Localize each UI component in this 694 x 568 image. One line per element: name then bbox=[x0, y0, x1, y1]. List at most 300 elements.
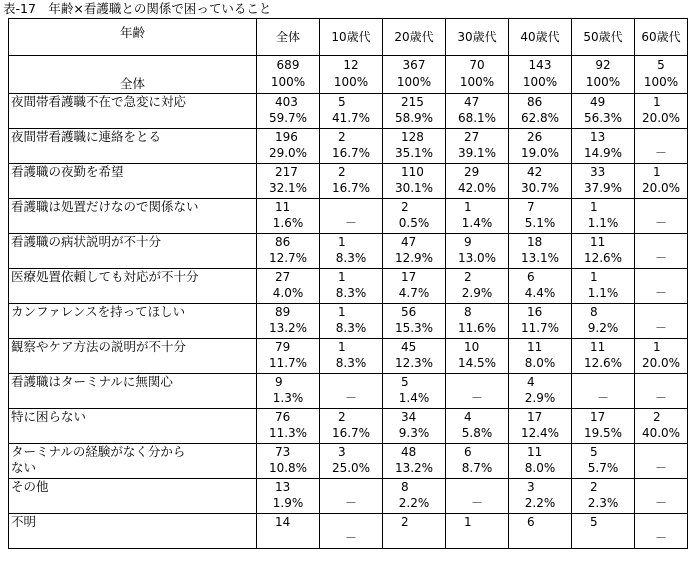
dash-value: － bbox=[596, 391, 609, 405]
percent-value: 14.5% bbox=[457, 356, 497, 370]
row-label: 夜間帯看護職に連絡をとる bbox=[9, 129, 257, 164]
percent-value: 11.7% bbox=[268, 356, 308, 370]
count-value: 128 bbox=[401, 130, 424, 144]
value-cell bbox=[635, 444, 688, 479]
count-value: 2 bbox=[338, 165, 346, 179]
count-value: 8 bbox=[590, 305, 598, 319]
count-value bbox=[635, 514, 687, 530]
dash-value: － bbox=[470, 496, 483, 510]
total-cell bbox=[635, 56, 688, 94]
count-value bbox=[635, 129, 687, 145]
count-value: 17 bbox=[401, 270, 417, 284]
value-cell bbox=[446, 129, 509, 164]
total-percent: 100% bbox=[396, 75, 432, 89]
dash-value: － bbox=[344, 496, 357, 510]
count-value bbox=[635, 479, 687, 495]
count-value: 45 bbox=[401, 340, 417, 354]
count-value: 42 bbox=[527, 165, 543, 179]
percent-value: 39.1% bbox=[457, 146, 497, 160]
value-cell bbox=[320, 444, 383, 479]
value-cell bbox=[257, 199, 320, 234]
value-cell bbox=[257, 374, 320, 409]
count-value: 5 bbox=[401, 375, 409, 389]
row-label-line: ない bbox=[11, 460, 37, 475]
total-cell bbox=[572, 56, 635, 94]
percent-value: 20.0% bbox=[641, 111, 681, 125]
count-value: 10 bbox=[464, 340, 480, 354]
col-header-20s: 20歳代 bbox=[383, 19, 446, 56]
count-value bbox=[320, 479, 382, 495]
percent-value: 30.7% bbox=[520, 181, 560, 195]
count-value: 196 bbox=[275, 130, 298, 144]
value-cell bbox=[635, 514, 688, 549]
value-cell bbox=[572, 374, 635, 409]
total-count: 367 bbox=[402, 58, 426, 72]
count-value: 2 bbox=[653, 410, 661, 424]
count-value: 6 bbox=[527, 515, 535, 529]
value-cell bbox=[257, 234, 320, 269]
percent-value: 8.7% bbox=[461, 461, 493, 475]
count-value: 2 bbox=[401, 200, 409, 214]
dash-value: － bbox=[344, 216, 357, 230]
value-cell bbox=[509, 479, 572, 514]
count-value: 26 bbox=[527, 130, 543, 144]
total-percent: 100% bbox=[522, 75, 558, 89]
count-value: 79 bbox=[275, 340, 291, 354]
value-cell bbox=[320, 409, 383, 444]
percent-value: 1.1% bbox=[587, 216, 619, 230]
percent-value: 29.0% bbox=[268, 146, 308, 160]
col-header-total: 全体 bbox=[257, 19, 320, 56]
count-value: 1 bbox=[590, 270, 598, 284]
percent-value: 40.0% bbox=[641, 426, 681, 440]
value-cell bbox=[509, 444, 572, 479]
value-cell bbox=[572, 304, 635, 339]
col-header-30s: 30歳代 bbox=[446, 19, 509, 56]
count-value: 2 bbox=[401, 515, 409, 529]
value-cell bbox=[383, 514, 446, 549]
percent-value bbox=[509, 530, 571, 546]
count-value: 4 bbox=[527, 375, 535, 389]
value-cell bbox=[257, 409, 320, 444]
percent-value: 10.8% bbox=[268, 461, 308, 475]
percent-value: 4.4% bbox=[524, 286, 556, 300]
count-value: 11 bbox=[590, 340, 606, 354]
table-row bbox=[9, 514, 688, 549]
percent-value: 2.2% bbox=[524, 496, 556, 510]
dash-value: － bbox=[344, 531, 357, 545]
value-cell bbox=[383, 444, 446, 479]
value-cell bbox=[446, 164, 509, 199]
percent-value: 37.9% bbox=[583, 181, 623, 195]
percent-value: 8.3% bbox=[335, 286, 367, 300]
value-cell bbox=[383, 164, 446, 199]
value-cell bbox=[257, 444, 320, 479]
row-label-line: ターミナルの経験がなく分から bbox=[11, 444, 186, 459]
value-cell bbox=[446, 199, 509, 234]
percent-value: 9.3% bbox=[398, 426, 430, 440]
row-label: 医療処置依頼しても対応が不十分 bbox=[9, 269, 257, 304]
dash-value: － bbox=[654, 321, 667, 335]
percent-value: 42.0% bbox=[457, 181, 497, 195]
count-value: 1 bbox=[464, 200, 472, 214]
table-row bbox=[9, 164, 688, 199]
count-value bbox=[446, 479, 508, 495]
total-count: 5 bbox=[657, 58, 665, 72]
count-value: 1 bbox=[653, 165, 661, 179]
percent-value: 19.0% bbox=[520, 146, 560, 160]
dash-value: － bbox=[344, 391, 357, 405]
cross-tab-table bbox=[8, 18, 688, 549]
percent-value: 12.6% bbox=[583, 356, 623, 370]
value-cell bbox=[509, 164, 572, 199]
count-value: 1 bbox=[338, 235, 346, 249]
value-cell bbox=[509, 129, 572, 164]
percent-value: 8.0% bbox=[524, 356, 556, 370]
dash-value: － bbox=[654, 391, 667, 405]
count-value: 86 bbox=[527, 95, 543, 109]
value-cell bbox=[446, 304, 509, 339]
count-value: 29 bbox=[464, 165, 480, 179]
total-cell bbox=[509, 56, 572, 94]
value-cell bbox=[572, 444, 635, 479]
percent-value: 16.7% bbox=[331, 426, 371, 440]
count-value bbox=[635, 304, 687, 320]
percent-value bbox=[383, 530, 445, 546]
dash-value: － bbox=[654, 531, 667, 545]
count-value bbox=[320, 514, 382, 530]
percent-value: 9.2% bbox=[587, 321, 619, 335]
count-value bbox=[635, 234, 687, 250]
value-cell bbox=[320, 164, 383, 199]
value-cell bbox=[509, 514, 572, 549]
value-cell bbox=[383, 199, 446, 234]
value-cell bbox=[320, 374, 383, 409]
percent-value: 16.7% bbox=[331, 181, 371, 195]
value-cell bbox=[635, 164, 688, 199]
dash-value: － bbox=[654, 286, 667, 300]
count-value: 5 bbox=[590, 445, 598, 459]
value-cell bbox=[635, 199, 688, 234]
percent-value: 8.3% bbox=[335, 251, 367, 265]
value-cell bbox=[383, 304, 446, 339]
value-cell bbox=[446, 269, 509, 304]
count-value: 56 bbox=[401, 305, 417, 319]
table-row bbox=[9, 444, 688, 479]
percent-value: 1.3% bbox=[272, 391, 304, 405]
value-cell bbox=[572, 339, 635, 374]
total-percent: 100% bbox=[270, 75, 306, 89]
percent-value: 12.7% bbox=[268, 251, 308, 265]
value-cell bbox=[383, 374, 446, 409]
total-count: 70 bbox=[469, 58, 485, 72]
percent-value: 2.3% bbox=[587, 496, 619, 510]
percent-value: 12.4% bbox=[520, 426, 560, 440]
percent-value: 1.4% bbox=[398, 391, 430, 405]
dash-value: － bbox=[654, 496, 667, 510]
count-value: 27 bbox=[464, 130, 480, 144]
value-cell bbox=[446, 444, 509, 479]
count-value: 8 bbox=[401, 480, 409, 494]
value-cell bbox=[509, 199, 572, 234]
percent-value: 56.3% bbox=[583, 111, 623, 125]
count-value: 8 bbox=[464, 305, 472, 319]
table-row bbox=[9, 129, 688, 164]
total-percent: 100% bbox=[643, 75, 679, 89]
value-cell bbox=[635, 234, 688, 269]
count-value: 27 bbox=[275, 270, 291, 284]
count-value bbox=[635, 444, 687, 460]
count-value: 76 bbox=[275, 410, 291, 424]
percent-value bbox=[446, 530, 508, 546]
percent-value: 14.9% bbox=[583, 146, 623, 160]
percent-value: 13.1% bbox=[520, 251, 560, 265]
row-label: 不明 bbox=[9, 514, 257, 549]
percent-value: 8.3% bbox=[335, 321, 367, 335]
table-body bbox=[9, 19, 688, 549]
dash-value: － bbox=[654, 146, 667, 160]
table-row bbox=[9, 304, 688, 339]
percent-value: 15.3% bbox=[394, 321, 434, 335]
value-cell bbox=[572, 409, 635, 444]
percent-value: 12.6% bbox=[583, 251, 623, 265]
value-cell bbox=[257, 129, 320, 164]
count-value: 2 bbox=[338, 410, 346, 424]
table-row bbox=[9, 94, 688, 129]
value-cell bbox=[383, 94, 446, 129]
total-count: 92 bbox=[595, 58, 611, 72]
count-value bbox=[635, 374, 687, 390]
count-value: 17 bbox=[527, 410, 543, 424]
value-cell bbox=[446, 94, 509, 129]
count-value: 217 bbox=[275, 165, 298, 179]
percent-value: 2.2% bbox=[398, 496, 430, 510]
count-value: 1 bbox=[338, 305, 346, 319]
count-value bbox=[320, 374, 382, 390]
value-cell bbox=[572, 129, 635, 164]
count-value: 403 bbox=[275, 95, 298, 109]
value-cell bbox=[635, 94, 688, 129]
percent-value: 4.7% bbox=[398, 286, 430, 300]
value-cell bbox=[320, 269, 383, 304]
percent-value: 62.8% bbox=[520, 111, 560, 125]
value-cell bbox=[635, 409, 688, 444]
percent-value: 13.2% bbox=[268, 321, 308, 335]
count-value bbox=[635, 199, 687, 215]
count-value: 14 bbox=[275, 515, 291, 529]
row-label bbox=[9, 444, 257, 479]
value-cell bbox=[635, 129, 688, 164]
value-cell bbox=[509, 94, 572, 129]
count-value: 34 bbox=[401, 410, 417, 424]
percent-value: 1.1% bbox=[587, 286, 619, 300]
row-label: 看護職の夜勤を希望 bbox=[9, 164, 257, 199]
count-value bbox=[446, 374, 508, 390]
value-cell bbox=[635, 374, 688, 409]
row-label: 看護職は処置だけなので関係ない bbox=[9, 199, 257, 234]
total-percent: 100% bbox=[585, 75, 621, 89]
total-cell bbox=[257, 56, 320, 94]
count-value: 48 bbox=[401, 445, 417, 459]
count-value: 2 bbox=[338, 130, 346, 144]
count-value: 11 bbox=[275, 200, 291, 214]
row-label: 夜間帯看護職不在で急変に対応 bbox=[9, 94, 257, 129]
col-header-60s: 60歳代 bbox=[635, 19, 688, 56]
value-cell bbox=[509, 269, 572, 304]
count-value: 11 bbox=[590, 235, 606, 249]
count-value: 11 bbox=[527, 445, 543, 459]
value-cell bbox=[509, 339, 572, 374]
percent-value: 5.1% bbox=[524, 216, 556, 230]
table-row bbox=[9, 339, 688, 374]
value-cell bbox=[446, 514, 509, 549]
count-value: 9 bbox=[275, 375, 283, 389]
row-label: 観察やケア方法の説明が不十分 bbox=[9, 339, 257, 374]
percent-value: 13.2% bbox=[394, 461, 434, 475]
count-value: 7 bbox=[527, 200, 535, 214]
col-header-50s: 50歳代 bbox=[572, 19, 635, 56]
count-value bbox=[320, 199, 382, 215]
percent-value: 11.3% bbox=[268, 426, 308, 440]
total-label-cell bbox=[9, 56, 257, 94]
percent-value: 12.9% bbox=[394, 251, 434, 265]
percent-value: 20.0% bbox=[641, 181, 681, 195]
percent-value: 30.1% bbox=[394, 181, 434, 195]
count-value: 1 bbox=[338, 270, 346, 284]
percent-value: 2.9% bbox=[461, 286, 493, 300]
percent-value: 59.7% bbox=[268, 111, 308, 125]
percent-value: 19.5% bbox=[583, 426, 623, 440]
value-cell bbox=[320, 199, 383, 234]
count-value: 110 bbox=[401, 165, 424, 179]
table-row bbox=[9, 374, 688, 409]
count-value: 1 bbox=[653, 95, 661, 109]
count-value: 1 bbox=[653, 340, 661, 354]
count-value: 18 bbox=[527, 235, 543, 249]
table-row bbox=[9, 409, 688, 444]
total-cell bbox=[383, 56, 446, 94]
count-value: 86 bbox=[275, 235, 291, 249]
percent-value: 35.1% bbox=[394, 146, 434, 160]
value-cell bbox=[383, 339, 446, 374]
count-value: 2 bbox=[464, 270, 472, 284]
value-cell bbox=[446, 374, 509, 409]
count-value: 5 bbox=[590, 515, 598, 529]
value-cell bbox=[257, 514, 320, 549]
count-value: 6 bbox=[464, 445, 472, 459]
value-cell bbox=[383, 234, 446, 269]
row-label: 特に困らない bbox=[9, 409, 257, 444]
count-value: 215 bbox=[401, 95, 424, 109]
col-header-40s: 40歳代 bbox=[509, 19, 572, 56]
row-label: 看護職の病状説明が不十分 bbox=[9, 234, 257, 269]
percent-value: 2.9% bbox=[524, 391, 556, 405]
value-cell bbox=[572, 269, 635, 304]
value-cell bbox=[383, 409, 446, 444]
table-row bbox=[9, 479, 688, 514]
value-cell bbox=[257, 339, 320, 374]
percent-value: 11.7% bbox=[520, 321, 560, 335]
table-row bbox=[9, 199, 688, 234]
count-value: 13 bbox=[590, 130, 606, 144]
value-cell bbox=[320, 94, 383, 129]
value-cell bbox=[572, 164, 635, 199]
value-cell bbox=[446, 479, 509, 514]
value-cell bbox=[509, 409, 572, 444]
percent-value: 68.1% bbox=[457, 111, 497, 125]
dash-value: － bbox=[654, 461, 667, 475]
count-value bbox=[635, 269, 687, 285]
percent-value bbox=[257, 530, 319, 546]
count-value: 47 bbox=[401, 235, 417, 249]
count-value: 4 bbox=[464, 410, 472, 424]
value-cell bbox=[383, 269, 446, 304]
value-cell bbox=[257, 94, 320, 129]
total-row bbox=[9, 56, 688, 94]
total-count: 12 bbox=[343, 58, 359, 72]
value-cell bbox=[572, 94, 635, 129]
percent-value: 4.0% bbox=[272, 286, 304, 300]
value-cell bbox=[320, 129, 383, 164]
value-cell bbox=[320, 234, 383, 269]
total-label: 全体 bbox=[119, 76, 145, 91]
row-label: その他 bbox=[9, 479, 257, 514]
percent-value: 32.1% bbox=[268, 181, 308, 195]
table-row bbox=[9, 269, 688, 304]
percent-value: 5.8% bbox=[461, 426, 493, 440]
age-header-cell bbox=[9, 19, 257, 56]
total-count: 689 bbox=[276, 58, 300, 72]
count-value: 47 bbox=[464, 95, 480, 109]
count-value bbox=[572, 374, 634, 390]
percent-value: 1.6% bbox=[272, 216, 304, 230]
dash-value: － bbox=[654, 251, 667, 265]
count-value: 73 bbox=[275, 445, 291, 459]
count-value: 49 bbox=[590, 95, 606, 109]
value-cell bbox=[509, 304, 572, 339]
percent-value: 5.7% bbox=[587, 461, 619, 475]
percent-value bbox=[572, 530, 634, 546]
percent-value: 20.0% bbox=[641, 356, 681, 370]
count-value: 17 bbox=[590, 410, 606, 424]
dash-value: － bbox=[470, 391, 483, 405]
value-cell bbox=[257, 269, 320, 304]
count-value: 3 bbox=[338, 445, 346, 459]
row-label: カンファレンスを持ってほしい bbox=[9, 304, 257, 339]
percent-value: 8.0% bbox=[524, 461, 556, 475]
value-cell bbox=[635, 269, 688, 304]
value-cell bbox=[635, 479, 688, 514]
percent-value: 0.5% bbox=[398, 216, 430, 230]
value-cell bbox=[635, 304, 688, 339]
age-header-label: 年齢 bbox=[119, 25, 145, 40]
percent-value: 8.3% bbox=[335, 356, 367, 370]
value-cell bbox=[635, 339, 688, 374]
count-value: 6 bbox=[527, 270, 535, 284]
percent-value: 16.7% bbox=[331, 146, 371, 160]
percent-value: 11.6% bbox=[457, 321, 497, 335]
total-cell bbox=[446, 56, 509, 94]
count-value: 9 bbox=[464, 235, 472, 249]
count-value: 1 bbox=[590, 200, 598, 214]
count-value: 13 bbox=[275, 480, 291, 494]
total-percent: 100% bbox=[333, 75, 369, 89]
percent-value: 13.0% bbox=[457, 251, 497, 265]
value-cell bbox=[446, 409, 509, 444]
count-value: 5 bbox=[338, 95, 346, 109]
value-cell bbox=[446, 339, 509, 374]
header-row bbox=[9, 19, 688, 56]
